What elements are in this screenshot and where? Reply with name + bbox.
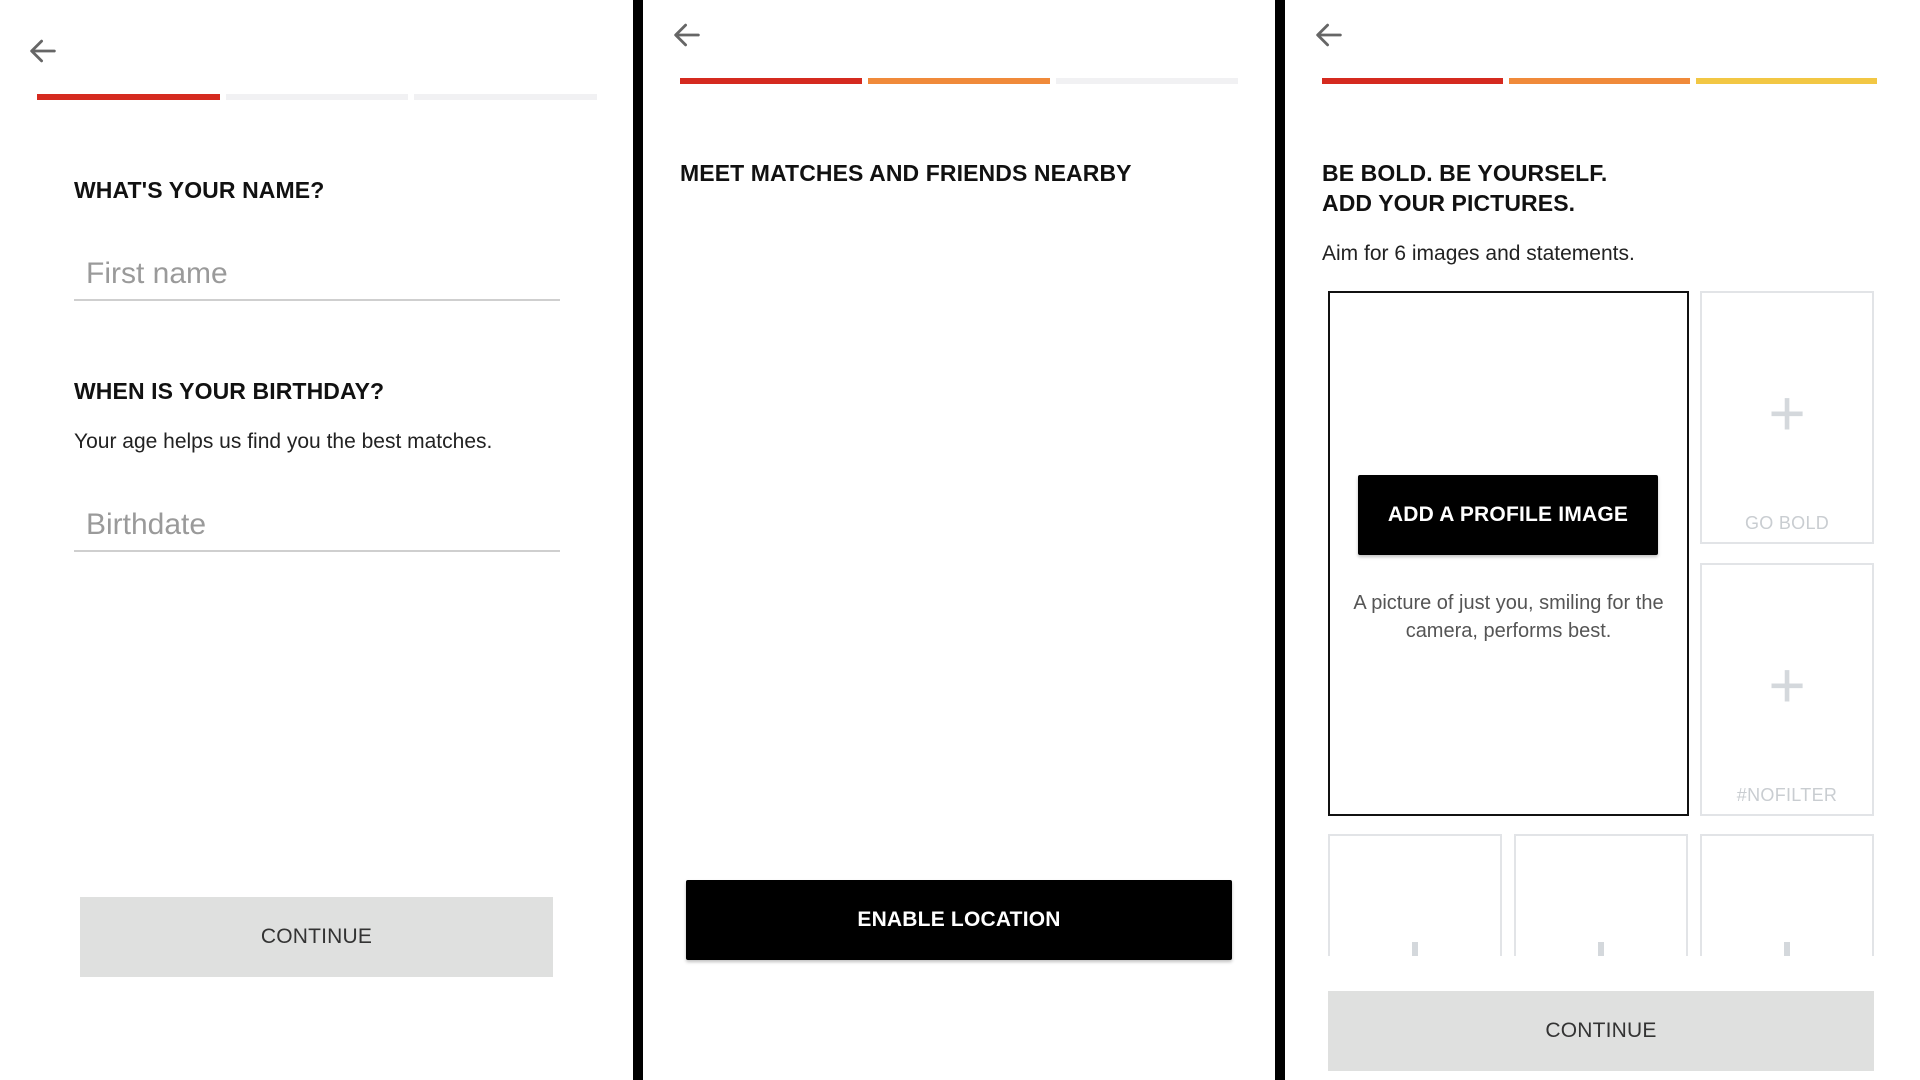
profile-image-hint: A picture of just you, smiling for the camera, performs best. xyxy=(1353,592,1664,642)
progress-step-3 xyxy=(1056,78,1238,84)
heading-line-1: BE BOLD. BE YOURSELF. xyxy=(1322,160,1608,186)
add-profile-image-button[interactable]: ADD A PROFILE IMAGE xyxy=(1358,475,1658,555)
progress-step-2 xyxy=(868,78,1050,84)
tile-label: #NOFILTER xyxy=(1736,785,1838,805)
progress-step-3 xyxy=(1696,78,1877,84)
tile-label: GO BOLD xyxy=(1744,513,1830,533)
back-arrow-icon[interactable] xyxy=(26,34,60,68)
location-heading: MEET MATCHES AND FRIENDS NEARBY xyxy=(680,160,1132,186)
panel-divider xyxy=(1275,0,1285,1080)
back-arrow-icon[interactable] xyxy=(670,18,704,52)
heading-line-2: ADD YOUR PICTURES. xyxy=(1322,190,1576,216)
progress-step-1 xyxy=(680,78,862,84)
continue-button[interactable]: CONTINUE xyxy=(80,897,553,977)
birthdate-input[interactable] xyxy=(74,500,560,552)
progress-bar xyxy=(680,78,1238,84)
profile-image-tile[interactable] xyxy=(1328,291,1689,816)
screen-pictures xyxy=(1285,0,1920,1080)
plus-icon: + xyxy=(1768,377,1806,449)
photo-tile[interactable] xyxy=(1514,834,1688,956)
progress-step-1 xyxy=(1322,78,1503,84)
photo-tile[interactable] xyxy=(1328,834,1502,956)
first-name-input[interactable] xyxy=(74,249,560,301)
progress-bar xyxy=(37,94,597,100)
progress-bar xyxy=(1322,78,1877,84)
progress-step-3 xyxy=(414,94,597,100)
name-heading: WHAT'S YOUR NAME? xyxy=(74,177,325,203)
plus-icon xyxy=(1784,942,1790,956)
progress-step-1 xyxy=(37,94,220,100)
panel-divider xyxy=(633,0,643,1080)
plus-icon: + xyxy=(1768,649,1806,721)
birthday-subtext: Your age helps us find you the best matches. xyxy=(74,430,493,453)
screen-location xyxy=(643,0,1275,1080)
back-arrow-icon[interactable] xyxy=(1312,18,1346,52)
progress-step-2 xyxy=(1509,78,1690,84)
enable-location-button[interactable]: ENABLE LOCATION xyxy=(686,880,1232,960)
plus-icon xyxy=(1412,942,1418,956)
screen-name-birthday xyxy=(0,0,633,1080)
pictures-subtext: Aim for 6 images and statements. xyxy=(1322,242,1635,265)
continue-button[interactable]: CONTINUE xyxy=(1328,991,1874,1071)
photo-tile-nofilter[interactable] xyxy=(1700,563,1874,816)
plus-icon xyxy=(1598,942,1604,956)
pictures-heading xyxy=(1322,158,1607,218)
photo-tile-go-bold[interactable] xyxy=(1700,291,1874,544)
birthday-heading: WHEN IS YOUR BIRTHDAY? xyxy=(74,378,385,404)
photo-tile[interactable] xyxy=(1700,834,1874,956)
progress-step-2 xyxy=(226,94,409,100)
